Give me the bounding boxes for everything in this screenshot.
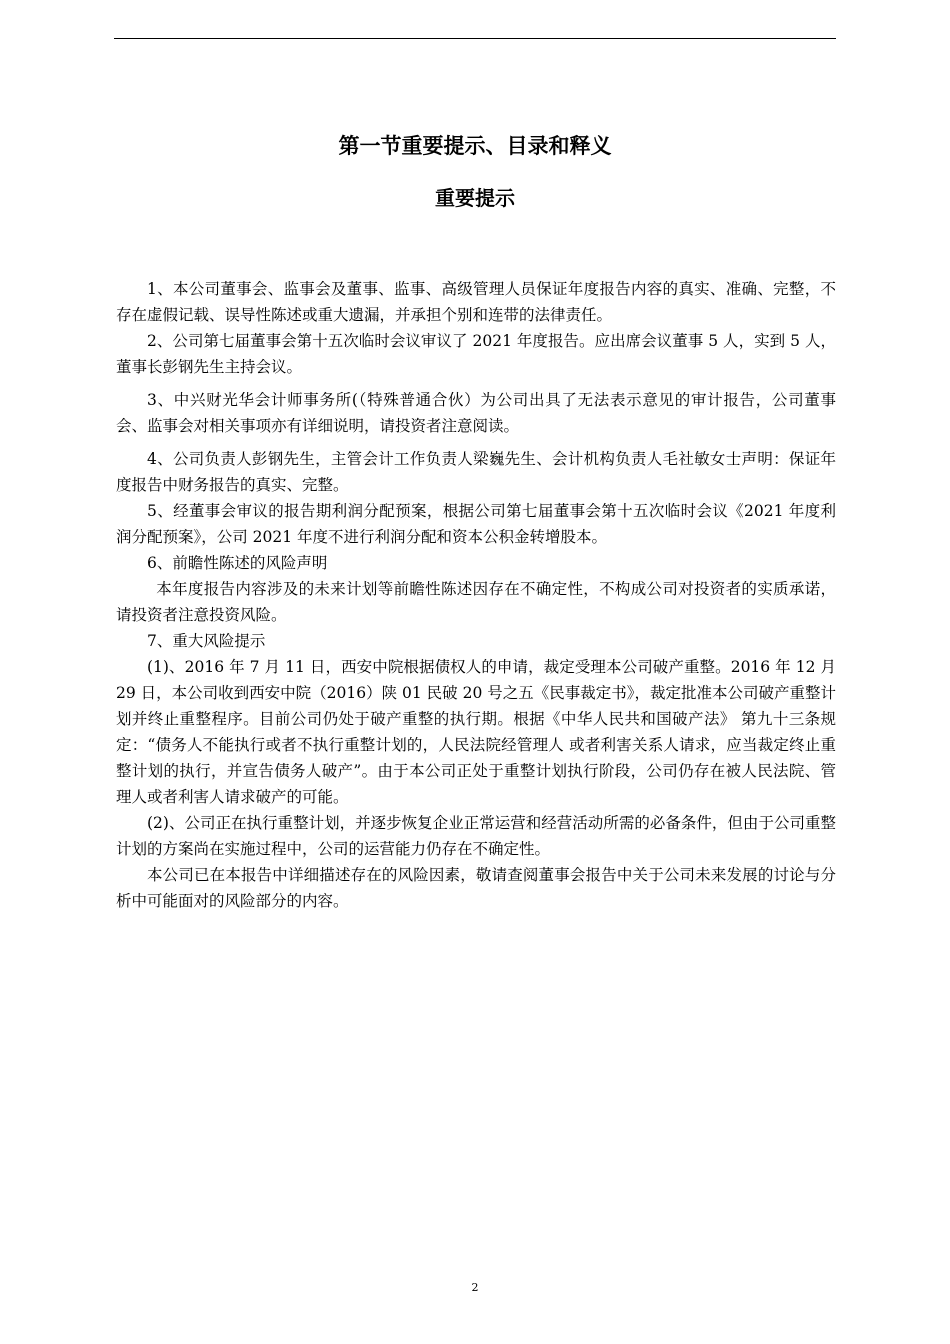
paragraph-6: 6、前瞻性陈述的风险声明 xyxy=(147,554,328,572)
page-number: 2 xyxy=(471,1281,479,1294)
sub-title: 重要提示 xyxy=(435,186,515,210)
paragraph-1: 1、本公司董事会、监事会及董事、监事、高级管理人员保证年度报告内容的真实、准确、完整，不存在虚假记载、误导性陈述或重大遗漏，并承担个别和连带的法律责任。 xyxy=(116,280,836,324)
paragraph-10: (2)、公司正在执行重整计划，并逐步恢复企业正常运营和经营活动所需的必备条件，但由于公司重整计划的方案尚在实施过程中，公司的运营能力仍存在不确定性。 xyxy=(116,814,836,858)
paragraph-2: 2、公司第七届董事会第十五次临时会议审议了 2021 年度报告。应出席会议董事 5 人，实到 5 人，董事长彭钢先生主持会议。 xyxy=(116,332,836,376)
paragraph-11: 本公司已在本报告中详细描述存在的风险因素，敬请查阅董事会报告中关于公司未来发展的讨论与分析中可能面对的风险部分的内容。 xyxy=(116,866,836,910)
paragraph-3: 3、中兴财光华会计师事务所(（特殊普通合伙）为公司出具了无法表示意见的审计报告，公司董事会、监事会对相关事项亦有详细说明，请投资者注意阅读。 xyxy=(116,391,836,435)
paragraph-7: 本年度报告内容涉及的未来计划等前瞻性陈述因存在不确定性，不构成公司对投资者的实质承诺，请投资者注意投资风险。 xyxy=(116,580,836,624)
body-text xyxy=(116,276,836,914)
header-rule xyxy=(114,38,836,39)
paragraph-8: 7、重大风险提示 xyxy=(147,632,266,650)
paragraph-9: (1)、2016 年 7 月 11 日，西安中院根据债权人的申请，裁定受理本公司破产重整。2016 年 12 月 29 日，本公司收到西安中院（2016）陕 01 民破 20 号之五《民事裁定书》，裁定批准本公司破产重整计划并终止重整程序。目前公司仍处于破产重整的执行期。根据《中华人民共和国破产法》 第九十三条规定：“债务人不能执行或者不执行重整计划的，人民法院经管理人 或者利害关系人请求，应当裁定终止重整计划的执行，并宣告债务人破产”。由于本公司正处于重整计划执行阶段，公司仍存在被人民法院、管理人或者利害人请求破产的可能。 xyxy=(116,658,837,806)
paragraph-4: 4、公司负责人彭钢先生，主管会计工作负责人梁巍先生、会计机构负责人毛社敏女士声明：保证年度报告中财务报告的真实、完整。 xyxy=(116,450,836,494)
paragraph-5: 5、经董事会审议的报告期利润分配预案，根据公司第七届董事会第十五次临时会议《2021 年度利润分配预案》，公司 2021 年度不进行利润分配和资本公积金转增股本。 xyxy=(116,502,836,546)
section-title: 第一节重要提示、目录和释义 xyxy=(338,134,612,158)
